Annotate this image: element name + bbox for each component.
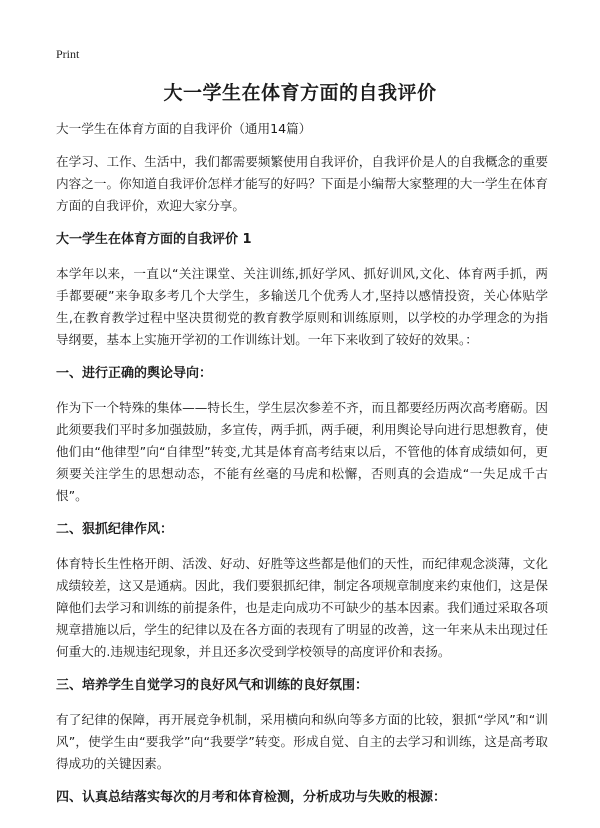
section-2-body: 体育特长生性格开朗、活泼、好动、好胜等这些都是他们的天性，而纪律观念淡薄，文化成绩较差，这又是通病。因此，我们要狠抓纪律，制定各项规章制度来约束他们，这是保障他们去学习和训练的前提条件，也是走向成功不可缺少的基本因素。我们通过采取各项规章措施以后，学生的纪律以及在各方面的表现有了明显的改善，这一年来从未出现过任何重大的.违规违纪现象，并且还多次受到学校领导的高度评价和表扬。 [56, 556, 548, 659]
section-1-body: 作为下一个特殊的集体——特长生，学生层次参差不齐，而且都要经历两次高考磨砺。因此须要我们平时多加强鼓励，多宣传，两手抓，两手硬，利用舆论导向进行思想教育，使他们由“他律型”向“自律型”转变,尤其是体育高考结束以后，不管他的体育成绩如何，更须要关注学生的思想动态，不能有丝毫的马虎和松懈，否则真的会造成“一失足成千古恨”。 [56, 400, 548, 503]
article-heading: 大一学生在体育方面的自我评价 1 [56, 232, 252, 247]
article-intro-paragraph: 本学年以来，一直以“关注课堂、关注训练,抓好学风、抓好训风,文化、体育两手抓，两手都要硬”来争取多考几个大学生，多输送几个优秀人才,坚持以感情投资，关心体贴学生,在教育教学过程中坚决贯彻党的教育教学原则和训练原则，以学校的办学理念的为指导纲要，基本上实施开学初的工作训练计划。一年下来收到了较好的效果。： [56, 266, 548, 347]
section-3-heading: 三、培养学生自觉学习的良好风气和训练的良好氛围： [56, 678, 369, 693]
section-2-heading: 二、狠抓纪律作风： [56, 522, 174, 537]
page-title: 大一学生在体育方面的自我评价 [163, 82, 437, 104]
document-subtitle: 大一学生在体育方面的自我评价（通用14篇） [56, 121, 312, 136]
document-body [56, 118, 548, 821]
section-3-body: 有了纪律的保障，再开展竞争机制，采用横向和纵向等多方面的比较，狠抓“学风”和“训风”，使学生由“要我学”向“我要学”转变。形成自觉、自主的去学习和训练，这是高考取得成功的关键因素。 [56, 712, 548, 771]
print-label: Print [56, 47, 80, 61]
intro-paragraph: 在学习、工作、生活中，我们都需要频繁使用自我评价，自我评价是人的自我概念的重要内容之一。你知道自我评价怎样才能写的好吗？下面是小编帮大家整理的大一学生在体育方面的自我评价，欢迎大家分享。 [56, 154, 548, 213]
section-1-heading: 一、进行正确的舆论导向： [56, 366, 213, 381]
section-4-heading: 四、认真总结落实每次的月考和体育检测，分析成功与失败的根源： [56, 790, 447, 805]
